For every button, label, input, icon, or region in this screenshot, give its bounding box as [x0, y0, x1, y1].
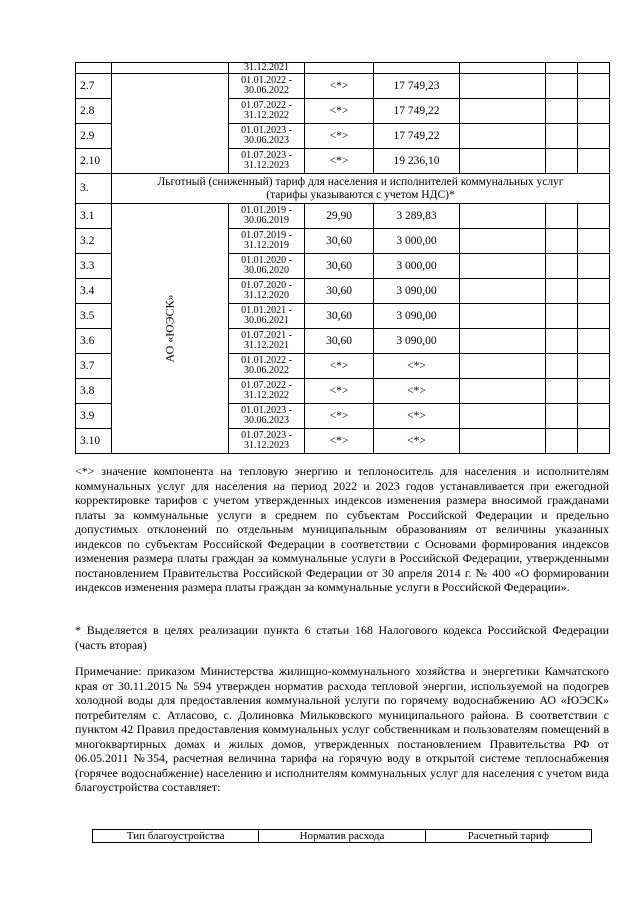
period-end: 31.12.2022 [244, 110, 289, 121]
period-cell [229, 149, 305, 174]
value-cell: 19 236,10 [374, 149, 460, 174]
period-end: 31.12.2023 [244, 440, 289, 451]
component-cell: <*> [305, 429, 374, 454]
value-cell: 3 000,00 [374, 254, 460, 279]
row-number: 3.10 [76, 429, 112, 454]
value-cell: 17 749,22 [374, 124, 460, 149]
period-end: 30.06.2022 [244, 85, 289, 96]
value-cell: 3 289,83 [374, 204, 460, 229]
value-cell: <*> [374, 404, 460, 429]
period-end: 30.06.2020 [244, 265, 289, 276]
period-cell [229, 99, 305, 124]
period-end: 30.06.2023 [244, 415, 289, 426]
value-cell: 17 749,23 [374, 74, 460, 99]
row-number: 2.8 [76, 99, 112, 124]
period-start: 01.07.2021 - [241, 330, 292, 341]
period-cell [229, 204, 305, 229]
component-cell: <*> [305, 149, 374, 174]
row-number: 3.8 [76, 379, 112, 404]
row-number: 2.10 [76, 149, 112, 174]
column-header-norm: Норматив расхода [259, 830, 425, 843]
row-number: 3.9 [76, 404, 112, 429]
section-header-row [76, 174, 610, 204]
table-row [76, 74, 610, 99]
section-title-line: (тарифы указываются с учетом НДС)* [266, 188, 455, 201]
period-start: 01.01.2023 - [241, 125, 292, 136]
period-cell [229, 74, 305, 99]
row-number: 3.1 [76, 204, 112, 229]
section-title [112, 174, 610, 204]
period-end: 31.12.2022 [244, 390, 289, 401]
component-cell: <*> [305, 99, 374, 124]
period-cell [229, 404, 305, 429]
footnote-vat: * Выделяется в целях реализации пункта 6 статьи 168 Налогового кодекса Российской Федерации (часть вторая) [75, 623, 609, 652]
period-start: 01.07.2022 - [241, 380, 292, 391]
period-cell [229, 329, 305, 354]
period-start: 01.07.2019 - [241, 230, 292, 241]
row-number: 3.5 [76, 304, 112, 329]
component-cell: 30,60 [305, 304, 374, 329]
table-row [76, 63, 610, 74]
value-cell: 3 090,00 [374, 304, 460, 329]
row-number: 3.3 [76, 254, 112, 279]
component-cell: 30,60 [305, 254, 374, 279]
amenity-table [92, 829, 592, 843]
row-number: 2.7 [76, 74, 112, 99]
component-cell: <*> [305, 404, 374, 429]
period-start: 01.07.2020 - [241, 280, 292, 291]
period-cell [229, 429, 305, 454]
period-end: 30.06.2019 [244, 215, 289, 226]
period-end: 31.12.2019 [244, 240, 289, 251]
component-cell: <*> [305, 379, 374, 404]
component-cell: 30,60 [305, 279, 374, 304]
period-cell [229, 354, 305, 379]
section-number: 3. [76, 174, 112, 204]
period-start: 01.01.2023 - [241, 405, 292, 416]
period-start: 01.01.2020 - [241, 255, 292, 266]
period-end: 31.12.2023 [244, 160, 289, 171]
period-end: 30.06.2022 [244, 365, 289, 376]
table-header-row [93, 830, 592, 843]
period-start: 01.01.2022 - [241, 75, 292, 86]
period-start: 01.07.2023 - [241, 430, 292, 441]
period-end: 31.12.2021 [244, 340, 289, 351]
period-cell [229, 254, 305, 279]
period-cell [229, 279, 305, 304]
component-cell: <*> [305, 74, 374, 99]
org-cell [112, 204, 229, 454]
period-end: 30.06.2023 [244, 135, 289, 146]
period-cell [229, 229, 305, 254]
footnote-component: <*> значение компонента на тепловую энергию и теплоноситель для населения и исполнителям коммунальных услуг для населения на период 2022 и 2023 годов устанавливается при ежегодной корректировке тарифов с учетом утвержденных индексов изменения размера вносимой гражданами платы за коммунальные услуги в среднем по субъектам Российской Федерации и предельно допустимых отклонений по отдельным муниципальным образованиям от величины указанных индексов по субъектам Российской Федерации в соответствии с Основами формирования индексов изменения размера платы граждан за коммунальные услуги в Российской Федерации, утвержденными постановлением Правительства Российской Федерации от 30 апреля 2014 г. № 400 «О формировании индексов изменения размера платы граждан за коммунальные услуги в Российской Федерации». [75, 464, 609, 594]
column-header-tariff: Расчетный тариф [425, 830, 591, 843]
note-paragraph: Примечание: приказом Министерства жилищно-коммунального хозяйства и энергетики Камчатского края от 30.11.2015 № 594 утвержден норматив расхода тепловой энергии, используемой на подогрев холодной воды для предоставления коммунальной услуги по горячему водоснабжению АО «ЮЭСК» потребителям с. Атласово, с. Долиновка Мильковского муниципального района. В соответствии с пунктом 42 Правил предоставления коммунальных услуг собственникам и пользователям помещений в многоквартирных домах и жилых домов, утвержденных постановлением Правительства РФ от 06.05.2011 №354, расчетная величина тарифа на горячую воду в открытой системе теплоснабжения (горячее водоснабжение) населению и исполнителям коммунальных услуг для населения с учетом вида благоустройства составляет: [75, 664, 609, 794]
period-cell: 31.12.2021 [229, 63, 305, 74]
org-cell-continued [112, 74, 229, 174]
period-end: 30.06.2021 [244, 315, 289, 326]
component-cell: 30,60 [305, 329, 374, 354]
value-cell: <*> [374, 354, 460, 379]
component-cell: <*> [305, 354, 374, 379]
row-number: 3.7 [76, 354, 112, 379]
component-cell: 29,90 [305, 204, 374, 229]
period-start: 01.07.2023 - [241, 150, 292, 161]
period-start: 01.01.2019 - [241, 205, 292, 216]
column-header-amenity: Тип благоустройства [93, 830, 259, 843]
row-number: 2.9 [76, 124, 112, 149]
period-start: 01.07.2022 - [241, 100, 292, 111]
period-start: 01.01.2022 - [241, 355, 292, 366]
period-cell [229, 379, 305, 404]
tariff-table [75, 62, 610, 454]
component-cell: 30,60 [305, 229, 374, 254]
table-row [76, 204, 610, 229]
section-title-line: Льготный (сниженный) тариф для населения и исполнителей коммунальных услуг [157, 175, 564, 188]
row-number: 3.6 [76, 329, 112, 354]
period-cell [229, 304, 305, 329]
row-number: 3.2 [76, 229, 112, 254]
period-start: 01.01.2021 - [241, 305, 292, 316]
value-cell: 17 749,22 [374, 99, 460, 124]
value-cell: 3 000,00 [374, 229, 460, 254]
value-cell: 3 090,00 [374, 329, 460, 354]
value-cell: <*> [374, 379, 460, 404]
value-cell: <*> [374, 429, 460, 454]
period-end: 31.12.2020 [244, 290, 289, 301]
component-cell: <*> [305, 124, 374, 149]
row-number: 3.4 [76, 279, 112, 304]
period-cell [229, 124, 305, 149]
value-cell: 3 090,00 [374, 279, 460, 304]
org-name: АО «ЮЭСК» [162, 294, 177, 362]
